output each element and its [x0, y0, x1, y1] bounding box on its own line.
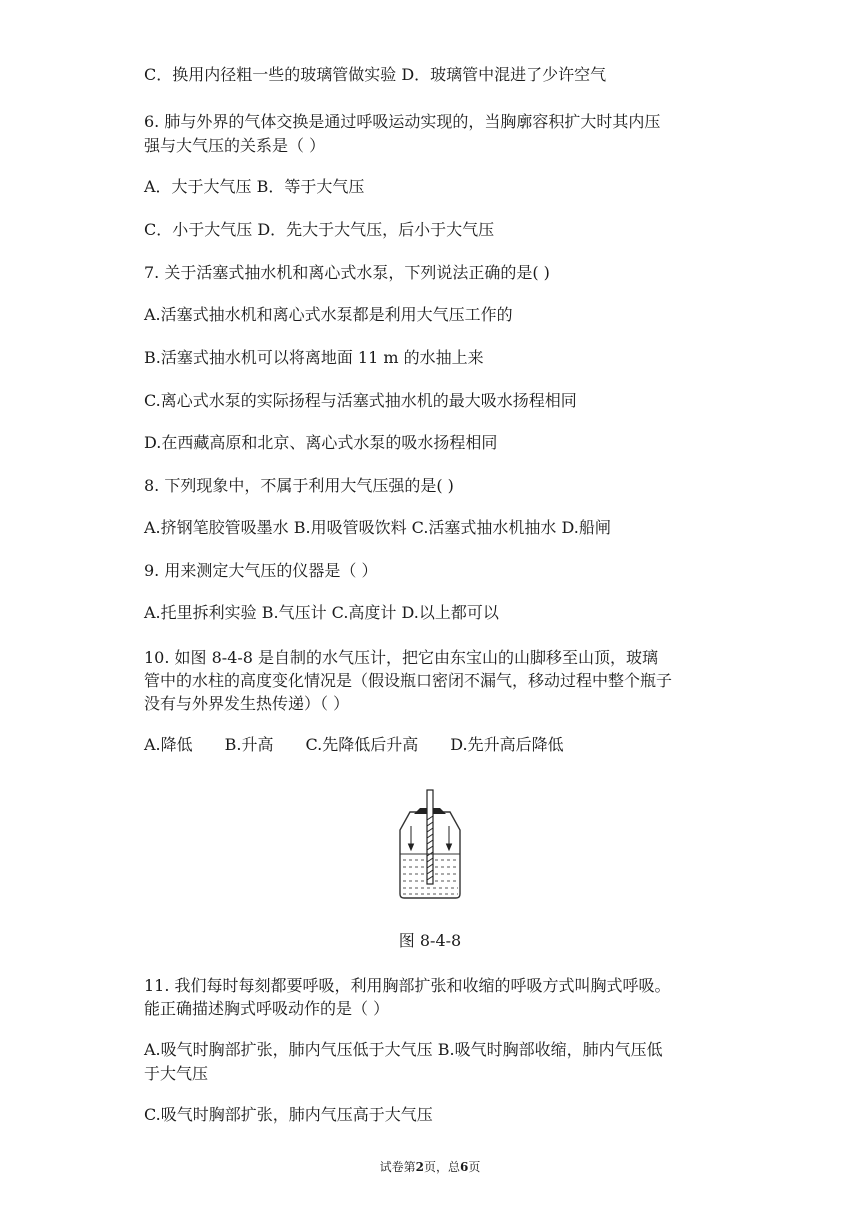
question-10-line-1: 10. 如图 8-4-8 是自制的水气压计，把它由东宝山的山脚移至山顶，玻璃 [144, 648, 659, 667]
question-7-option-a: A.活塞式抽水机和离心式水泵都是利用大气压工作的 [144, 305, 513, 324]
question-6-line-2: 强与大气压的关系是（ ） [144, 136, 326, 155]
question-8-stem: 8. 下列现象中，不属于利用大气压强的是( ) [144, 476, 454, 495]
question-7-option-c: C.离心式水泵的实际扬程与活塞式抽水机的最大吸水扬程相同 [144, 391, 577, 410]
water-barometer-figure [396, 786, 464, 900]
question-11-option-ab-line-1: A.吸气时胸部扩张，肺内气压低于大气压 B.吸气时胸部收缩，肺内气压低 [144, 1040, 663, 1059]
question-9-options: A.托里拆利实验 B.气压计 C.高度计 D.以上都可以 [144, 603, 499, 622]
question-6-options-2: C．小于大气压 D．先大于大气压，后小于大气压 [144, 220, 495, 239]
question-11-line-2: 能正确描述胸式呼吸动作的是（ ） [144, 999, 390, 1018]
footer-suffix: 页 [468, 1160, 481, 1174]
question-11-line-1: 11. 我们每时每刻都要呼吸，利用胸部扩张和收缩的呼吸方式叫胸式呼吸。 [144, 976, 671, 995]
question-7-option-d: D.在西藏高原和北京、离心式水泵的吸水扬程相同 [144, 433, 498, 452]
question-6-options-1: A．大于大气压 B．等于大气压 [144, 177, 365, 196]
figure-caption: 图 8-4-8 [398, 931, 462, 950]
question-10-line-2: 管中的水柱的高度变化情况是（假设瓶口密闭不漏气，移动过程中整个瓶子 [144, 671, 673, 690]
question-7-option-b: B.活塞式抽水机可以将离地面 11 m 的水抽上来 [144, 348, 484, 367]
text-line: C．换用内径粗一些的玻璃管做实验 D．玻璃管中混进了少许空气 [144, 65, 607, 84]
question-11-option-ab-line-2: 于大气压 [144, 1064, 209, 1083]
footer-page-number: 2 [415, 1160, 424, 1174]
question-6-line-1: 6. 肺与外界的气体交换是通过呼吸运动实现的，当胸廓容积扩大时其内压 [144, 112, 661, 131]
question-7-stem: 7. 关于活塞式抽水机和离心式水泵，下列说法正确的是( ) [144, 263, 550, 282]
page-footer [0, 1159, 860, 1175]
question-9-stem: 9. 用来测定大气压的仪器是（ ） [144, 561, 378, 580]
question-10-options: A.降低 B.升高 C.先降低后升高 D.先升高后降低 [144, 735, 564, 754]
footer-middle: 页，总 [423, 1160, 460, 1174]
footer-prefix: 试卷第 [379, 1160, 416, 1174]
footer-total-pages: 6 [460, 1160, 469, 1174]
question-10-line-3: 没有与外界发生热传递）（ ） [144, 694, 350, 713]
question-8-options: A.挤钢笔胶管吸墨水 B.用吸管吸饮料 C.活塞式抽水机抽水 D.船闸 [144, 518, 611, 537]
question-11-option-c: C.吸气时胸部扩张，肺内气压高于大气压 [144, 1105, 433, 1124]
